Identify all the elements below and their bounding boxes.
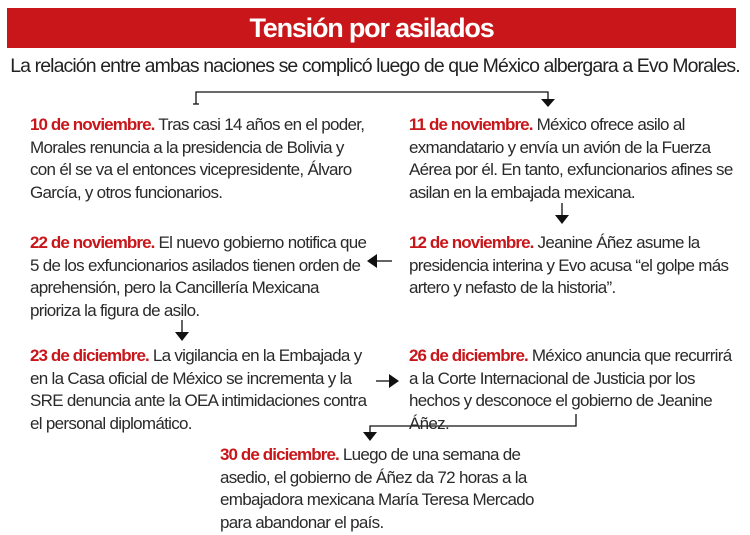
- timeline-event: [409, 345, 739, 435]
- arrow-left-icon: [367, 254, 377, 268]
- page-title: Tensión por asilados: [249, 12, 494, 43]
- timeline-event: [30, 114, 368, 204]
- event-text: Tras casi 14 años en el poder, Morales renuncia a la presidencia de Bolivia y con él se va el entonces vicepresidente, Álvaro García, y otros funcionarios.: [30, 115, 365, 202]
- timeline-event: [30, 345, 368, 435]
- title-banner: [7, 8, 736, 48]
- arrow-right-icon: [389, 374, 399, 388]
- event-text: La vigilancia en la Embajada y en la Casa oficial de México se incrementa y la SRE denuncia ante la OEA intimidaciones contra el personal diplomático.: [30, 346, 367, 433]
- timeline-event: [409, 232, 739, 300]
- event-date: 26 de diciembre.: [409, 346, 528, 365]
- subtitle: La relación entre ambas naciones se complicó luego de que México albergara a Evo Morales.: [10, 55, 740, 77]
- event-date: 22 de noviembre.: [30, 233, 155, 252]
- event-date: 12 de noviembre.: [409, 233, 534, 252]
- event-text: México anuncia que recurrirá a la Corte Internacional de Justicia por los hechos y desconoce el gobierno de Jeanine Áñez.: [409, 346, 732, 433]
- event-text: El nuevo gobierno notifica que 5 de los exfuncionarios asilados tienen orden de aprehensión, pero la Cancillería Mexicana prioriza la figura de asilo.: [30, 233, 367, 320]
- event-date: 30 de diciembre.: [220, 445, 339, 464]
- timeline-event: [220, 444, 550, 534]
- arrow-down-icon: [555, 215, 569, 224]
- event-date: 11 de noviembre.: [409, 115, 533, 134]
- arrow-down-icon: [541, 99, 555, 107]
- event-text: Jeanine Áñez asume la presidencia interina y Evo acusa “el golpe más artero y nefasto de la historia”.: [409, 233, 729, 297]
- event-date: 10 de noviembre.: [30, 115, 155, 134]
- event-date: 23 de diciembre.: [30, 346, 149, 365]
- event-text: Luego de una semana de asedio, el gobierno de Áñez da 72 horas a la embajadora mexicana María Teresa Mercado para abandonar el país.: [220, 445, 534, 532]
- event-text: México ofrece asilo al exmandatario y envía un avión de la Fuerza Aérea por él. En tanto, exfuncionarios afines se asilan en la embajada mexicana.: [409, 115, 733, 202]
- connector-elbow-icon: [196, 92, 548, 104]
- timeline-event: [409, 114, 739, 204]
- arrow-down-icon: [175, 332, 189, 341]
- timeline-event: [30, 232, 368, 322]
